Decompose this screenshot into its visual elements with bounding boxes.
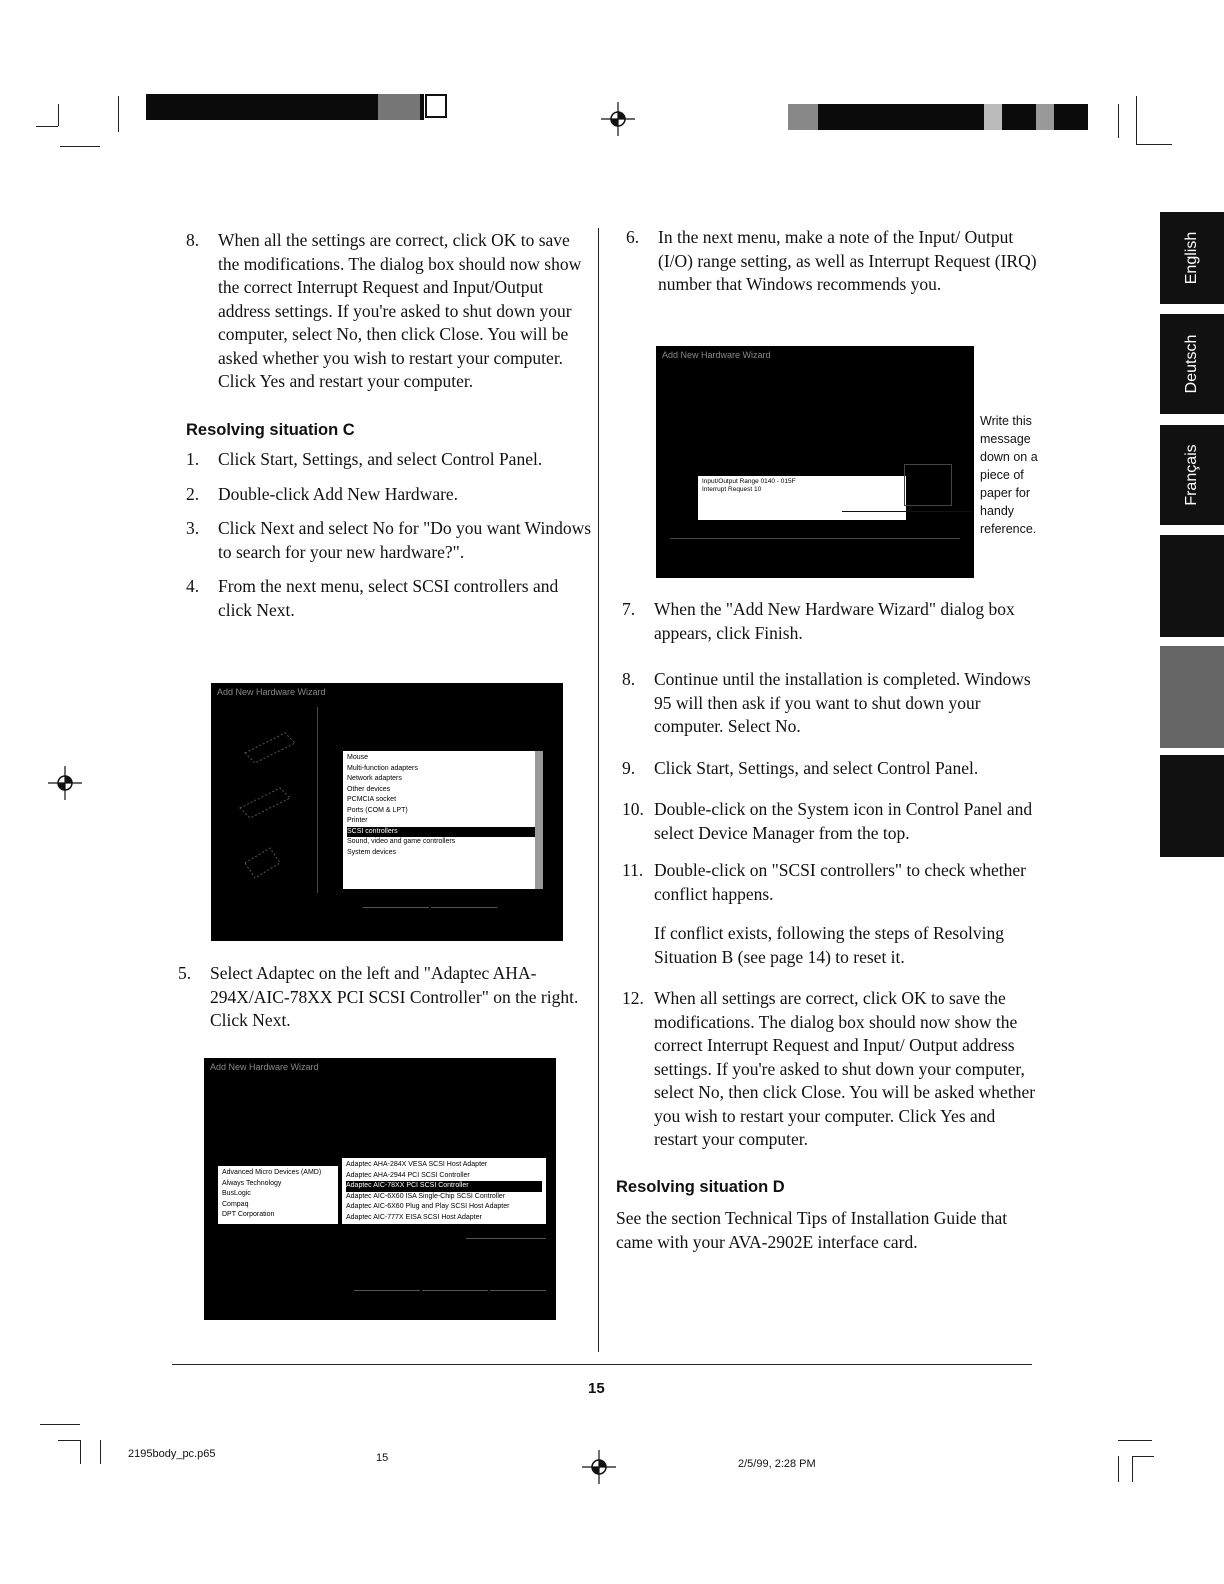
crop-mark: [1118, 1456, 1119, 1482]
footer-rule: [172, 1364, 1032, 1365]
crop-mark: [1118, 104, 1119, 138]
step-text: Select Adaptec on the left and "Adaptec AHA-294X/AIC-78XX PCI SCSI Controller" on the right. Click Next.: [210, 963, 579, 1030]
back-button[interactable]: [363, 907, 429, 928]
right-steps: [616, 598, 1042, 1254]
step-5: [178, 962, 588, 1033]
header-bar-right-gray2: [984, 104, 1002, 130]
step-number: 7.: [622, 599, 636, 619]
step-text: When all the settings are correct, click OK to save the modifications. The dialog box should now show the correct Interrupt Request and Input/Output address settings. If you're asked to shut down your computer, select No, then click Close. You will be asked whether you wish to restart your computer. Click Yes and restart your computer.: [218, 230, 582, 391]
list-item[interactable]: Adaptec AHA-2944 PCI SCSI Controller: [346, 1171, 470, 1179]
list-item[interactable]: Other devices: [347, 785, 391, 793]
step-8-left: [186, 229, 594, 394]
dialog-separator: [317, 707, 318, 893]
list-item[interactable]: PCMCIA socket: [347, 796, 397, 803]
crop-mark: [60, 146, 100, 147]
footer-filename: 2195body_pc.p65: [128, 1448, 216, 1460]
resource-row: [702, 478, 902, 486]
step-number: 11.: [622, 860, 644, 880]
list-item[interactable]: Adaptec AHA-284X VESA SCSI Host Adapter: [346, 1161, 488, 1168]
crop-mark: [1136, 96, 1137, 144]
step-8-right: [622, 668, 1042, 739]
tab-deutsch: [1160, 314, 1224, 414]
step-text: Click Next and select No for "Do you want Windows to search for your new hardware?".: [218, 518, 592, 562]
tab-label: Français: [1183, 444, 1200, 506]
tab-blank-2: [1160, 646, 1224, 748]
step-number: 10.: [622, 799, 644, 819]
header-bar-right-gray3: [1036, 104, 1054, 130]
registration-mark-left-icon: [48, 766, 82, 800]
list-item[interactable]: System devices: [347, 848, 397, 856]
crop-mark: [1136, 144, 1172, 145]
list-item[interactable]: Advanced Micro Devices (AMD): [222, 1169, 322, 1176]
step-10: [622, 798, 1042, 845]
step-number: 3.: [186, 518, 200, 538]
list-item[interactable]: Mouse: [347, 754, 369, 761]
list-item[interactable]: Multi-function adapters: [347, 764, 418, 772]
step-9: [622, 757, 1042, 781]
device-type-list[interactable]: [343, 751, 543, 889]
io-range-label: Input/Output Range: [702, 478, 759, 485]
conflict-note: [622, 922, 1042, 969]
step-text: Double-click Add New Hardware.: [218, 483, 459, 504]
section-c-steps: [186, 448, 594, 622]
crop-mark: [80, 1440, 81, 1464]
list-item[interactable]: Network adapters: [347, 775, 402, 782]
tab-francais: [1160, 425, 1224, 525]
step-text: In the next menu, make a note of the Input/ Output (I/O) range setting, as well as Interrupt Request (IRQ) number that Windows recommends you.: [658, 227, 1037, 294]
list-item-selected[interactable]: Adaptec AIC-78XX PCI SCSI Controller: [346, 1181, 542, 1192]
list-item-selected[interactable]: SCSI controllers: [347, 827, 539, 838]
step-number: 1.: [186, 449, 200, 469]
step-number: 9.: [622, 757, 636, 778]
callout-line: [842, 511, 972, 512]
crop-mark: [36, 126, 58, 127]
step-3: [186, 517, 594, 564]
dialog-title: Add New Hardware Wizard: [210, 1062, 319, 1072]
resource-row: [702, 486, 902, 494]
crop-mark: [1118, 1440, 1152, 1441]
step-number: 8.: [622, 669, 636, 689]
step-12: [622, 987, 1042, 1152]
header-bar-right-gray: [788, 104, 818, 130]
tab-label: Deutsch: [1183, 334, 1200, 394]
step-1: [186, 448, 594, 472]
crop-mark: [100, 1440, 101, 1464]
note-text: If conflict exists, following the steps of Resolving Situation B (see page 14) to reset it.: [654, 923, 1004, 967]
crop-mark: [58, 1440, 80, 1441]
list-item[interactable]: Compaq: [222, 1200, 249, 1208]
header-bar-left-gray: [378, 94, 420, 120]
step-4: [186, 575, 594, 622]
section-c-heading: Resolving situation C: [186, 420, 355, 439]
list-item[interactable]: Ports (COM & LPT): [347, 806, 408, 814]
step-number: 5.: [178, 963, 192, 983]
page-number: 15: [588, 1380, 605, 1397]
hardware-illustration-icon: [225, 713, 315, 883]
wizard-screenshot-adaptec: [204, 1058, 556, 1320]
footer-page: 15: [376, 1452, 389, 1464]
next-button[interactable]: [422, 1290, 488, 1311]
step-text: When the "Add New Hardware Wizard" dialog box appears, click Finish.: [654, 599, 1015, 643]
crop-mark: [118, 96, 119, 132]
dialog-button-outline[interactable]: [904, 464, 952, 506]
footer-datetime: 2/5/99, 2:28 PM: [738, 1458, 816, 1470]
io-range-value: 0140 - 015F: [760, 478, 796, 485]
step-number: 8.: [186, 230, 200, 250]
tab-english: [1160, 212, 1224, 304]
have-disk-button[interactable]: [466, 1238, 546, 1259]
step-text: Click Start, Settings, and select Control Panel.: [654, 757, 979, 778]
registration-mark-bottom-icon: [582, 1450, 616, 1484]
list-item[interactable]: Printer: [347, 817, 368, 824]
list-item[interactable]: Always Technology: [222, 1179, 282, 1187]
next-button[interactable]: [431, 907, 497, 928]
step-number: 2.: [186, 483, 200, 504]
section-d-heading: Resolving situation D: [616, 1177, 785, 1196]
list-item[interactable]: DPT Corporation: [222, 1211, 275, 1218]
list-item[interactable]: BusLogic: [222, 1190, 251, 1197]
dialog-title: Add New Hardware Wizard: [217, 687, 326, 697]
wizard-screenshot-resources: [656, 346, 974, 578]
step-text: Continue until the installation is completed. Windows 95 will then ask if you want to shut down your computer. Select No.: [654, 669, 1031, 736]
step-text: Click Start, Settings, and select Control Panel.: [218, 449, 543, 469]
tab-label: English: [1183, 231, 1200, 285]
list-scrollbar[interactable]: [535, 751, 543, 889]
step-6-block: [626, 226, 1046, 297]
back-button[interactable]: [354, 1290, 420, 1311]
step-7: [622, 598, 1042, 645]
irq-value: 10: [754, 486, 762, 493]
write-note-callout: Write this message down on a piece of paper for handy reference.: [980, 414, 1038, 536]
list-item[interactable]: Adaptec AIC-6X60 Plug and Play SCSI Host Adapter: [346, 1203, 510, 1210]
cancel-button[interactable]: [490, 1290, 546, 1311]
step-text: From the next menu, select SCSI controllers and click Next.: [218, 576, 559, 620]
list-item[interactable]: Adaptec AIC-6X60 ISA Single-Chip SCSI Controller: [346, 1192, 506, 1200]
crop-mark: [40, 1424, 80, 1425]
crop-mark: [58, 104, 59, 126]
resource-settings-box: [698, 476, 906, 520]
step-11: [622, 859, 1042, 906]
step-text: Double-click on "SCSI controllers" to check whether conflict happens.: [654, 860, 1026, 904]
tab-blank-3: [1160, 755, 1224, 857]
step-text: Double-click on the System icon in Control Panel and select Device Manager from the top.: [654, 799, 1033, 843]
step-number: 6.: [626, 227, 640, 247]
step-text: When all settings are correct, click OK to save the modifications. The dialog box should now show the correct Interrupt Request and Input/ Output address settings. If you're asked to shut down your computer, select No, then click Close. You will be asked whether you wish to restart your computer. Click Yes and restart your computer.: [654, 988, 1036, 1149]
crop-mark: [1132, 1456, 1133, 1482]
list-item[interactable]: Adaptec AIC-777X EISA SCSI Host Adapter: [346, 1213, 482, 1221]
wizard-screenshot-scsi-list: [211, 683, 563, 941]
irq-label: Interrupt Request: [702, 486, 753, 493]
manufacturer-list[interactable]: [218, 1166, 338, 1224]
model-list[interactable]: [342, 1158, 546, 1224]
list-item[interactable]: Sound, video and game controllers: [347, 838, 456, 845]
section-d-text: See the section Technical Tips of Installation Guide that came with your AVA-2902E interface card.: [616, 1208, 1008, 1252]
registration-mark-top-icon: [601, 102, 635, 136]
left-column: [186, 229, 594, 622]
step-2: [186, 483, 594, 507]
dialog-title: Add New Hardware Wizard: [662, 350, 771, 360]
column-divider: [598, 228, 599, 1352]
step-number: 12.: [622, 988, 644, 1008]
step-5-block: [178, 962, 588, 1033]
step-number: 4.: [186, 576, 200, 596]
step-6: [626, 226, 1046, 297]
dialog-footer-line: [670, 538, 960, 539]
tab-blank-1: [1160, 535, 1224, 637]
crop-mark: [1132, 1456, 1154, 1457]
header-bar-left-box: [425, 94, 447, 118]
